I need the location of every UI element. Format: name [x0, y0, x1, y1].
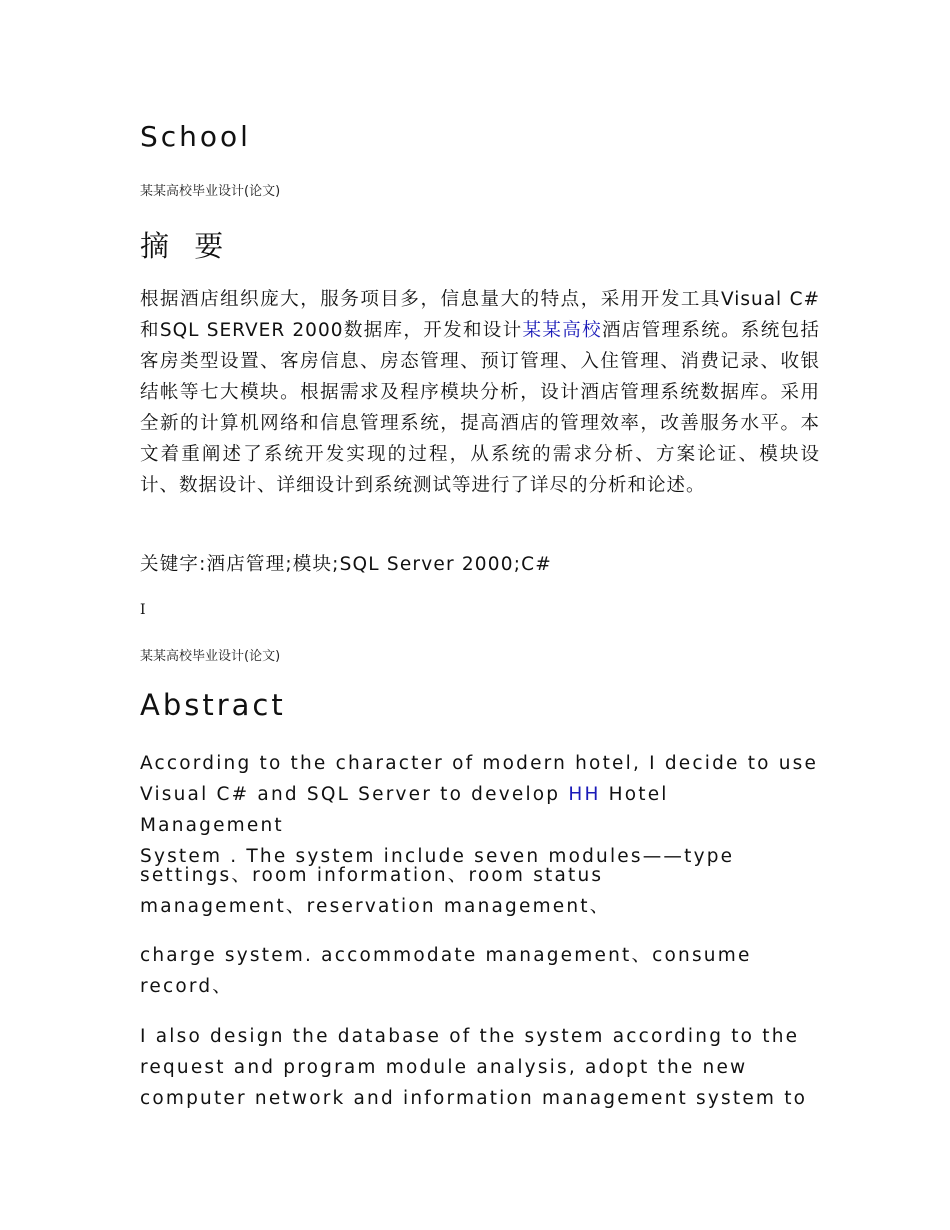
english-paragraph-4: [140, 1021, 820, 1114]
text-line: request and program module analysis, adopt the new: [140, 1057, 748, 1078]
text-line: [140, 779, 820, 841]
english-paragraph-2: [140, 860, 820, 922]
abstract-text-part-2: 酒店管理系统。系统包括客房类型设置、客房信息、房态管理、预订管理、入住管理、消费记录、收银结帐等七大模块。根据需求及程序模块分析，设计酒店管理系统数据库。采用全新的计算机网络和信息管理系统，提高酒店的管理效率，改善服务水平。本文着重阐述了系统开发实现的过程，从系统的需求分析、方案论证、模块设计、数据设计、详细设计到系统测试等进行了详尽的分析和论述。: [140, 320, 820, 496]
abstract-text-part-1: 根据酒店组织庞大，服务项目多，信息量大的特点，采用开发工具Visual C#和SQL SERVER 2000数据库，开发和设计: [140, 289, 820, 341]
text-line: settings、room information、room status: [140, 865, 604, 886]
chinese-abstract-body: [140, 284, 820, 501]
keywords-line: 关键字:酒店管理;模块;SQL Server 2000;C#: [140, 554, 552, 575]
text-segment: Hotel Management: [140, 784, 669, 836]
school-heading: School: [140, 120, 251, 153]
chinese-abstract-title: 摘 要: [140, 229, 232, 263]
hh-link[interactable]: HH: [568, 784, 601, 805]
page-number: I: [140, 602, 146, 618]
text-line: I also design the database of the system according to the: [140, 1026, 800, 1047]
english-paragraph-1: [140, 748, 820, 872]
text-line: System . The system include seven modules——type: [140, 846, 735, 867]
text-line: record、: [140, 976, 233, 997]
text-line: computer network and information management system to: [140, 1088, 808, 1109]
english-abstract-title: Abstract: [140, 688, 286, 722]
text-line: According to the character of modern hotel, I decide to use: [140, 753, 819, 774]
text-segment: Visual C# and SQL Server to develop: [140, 784, 569, 805]
text-line: management、reservation management、: [140, 896, 611, 917]
school-name-link[interactable]: 某某高校: [522, 320, 602, 341]
english-paragraph-3: [140, 940, 820, 1002]
running-title: 某某高校毕业设计(论文): [140, 184, 281, 199]
text-line: charge system. accommodate management、consume: [140, 945, 752, 966]
running-title: 某某高校毕业设计(论文): [140, 649, 281, 664]
